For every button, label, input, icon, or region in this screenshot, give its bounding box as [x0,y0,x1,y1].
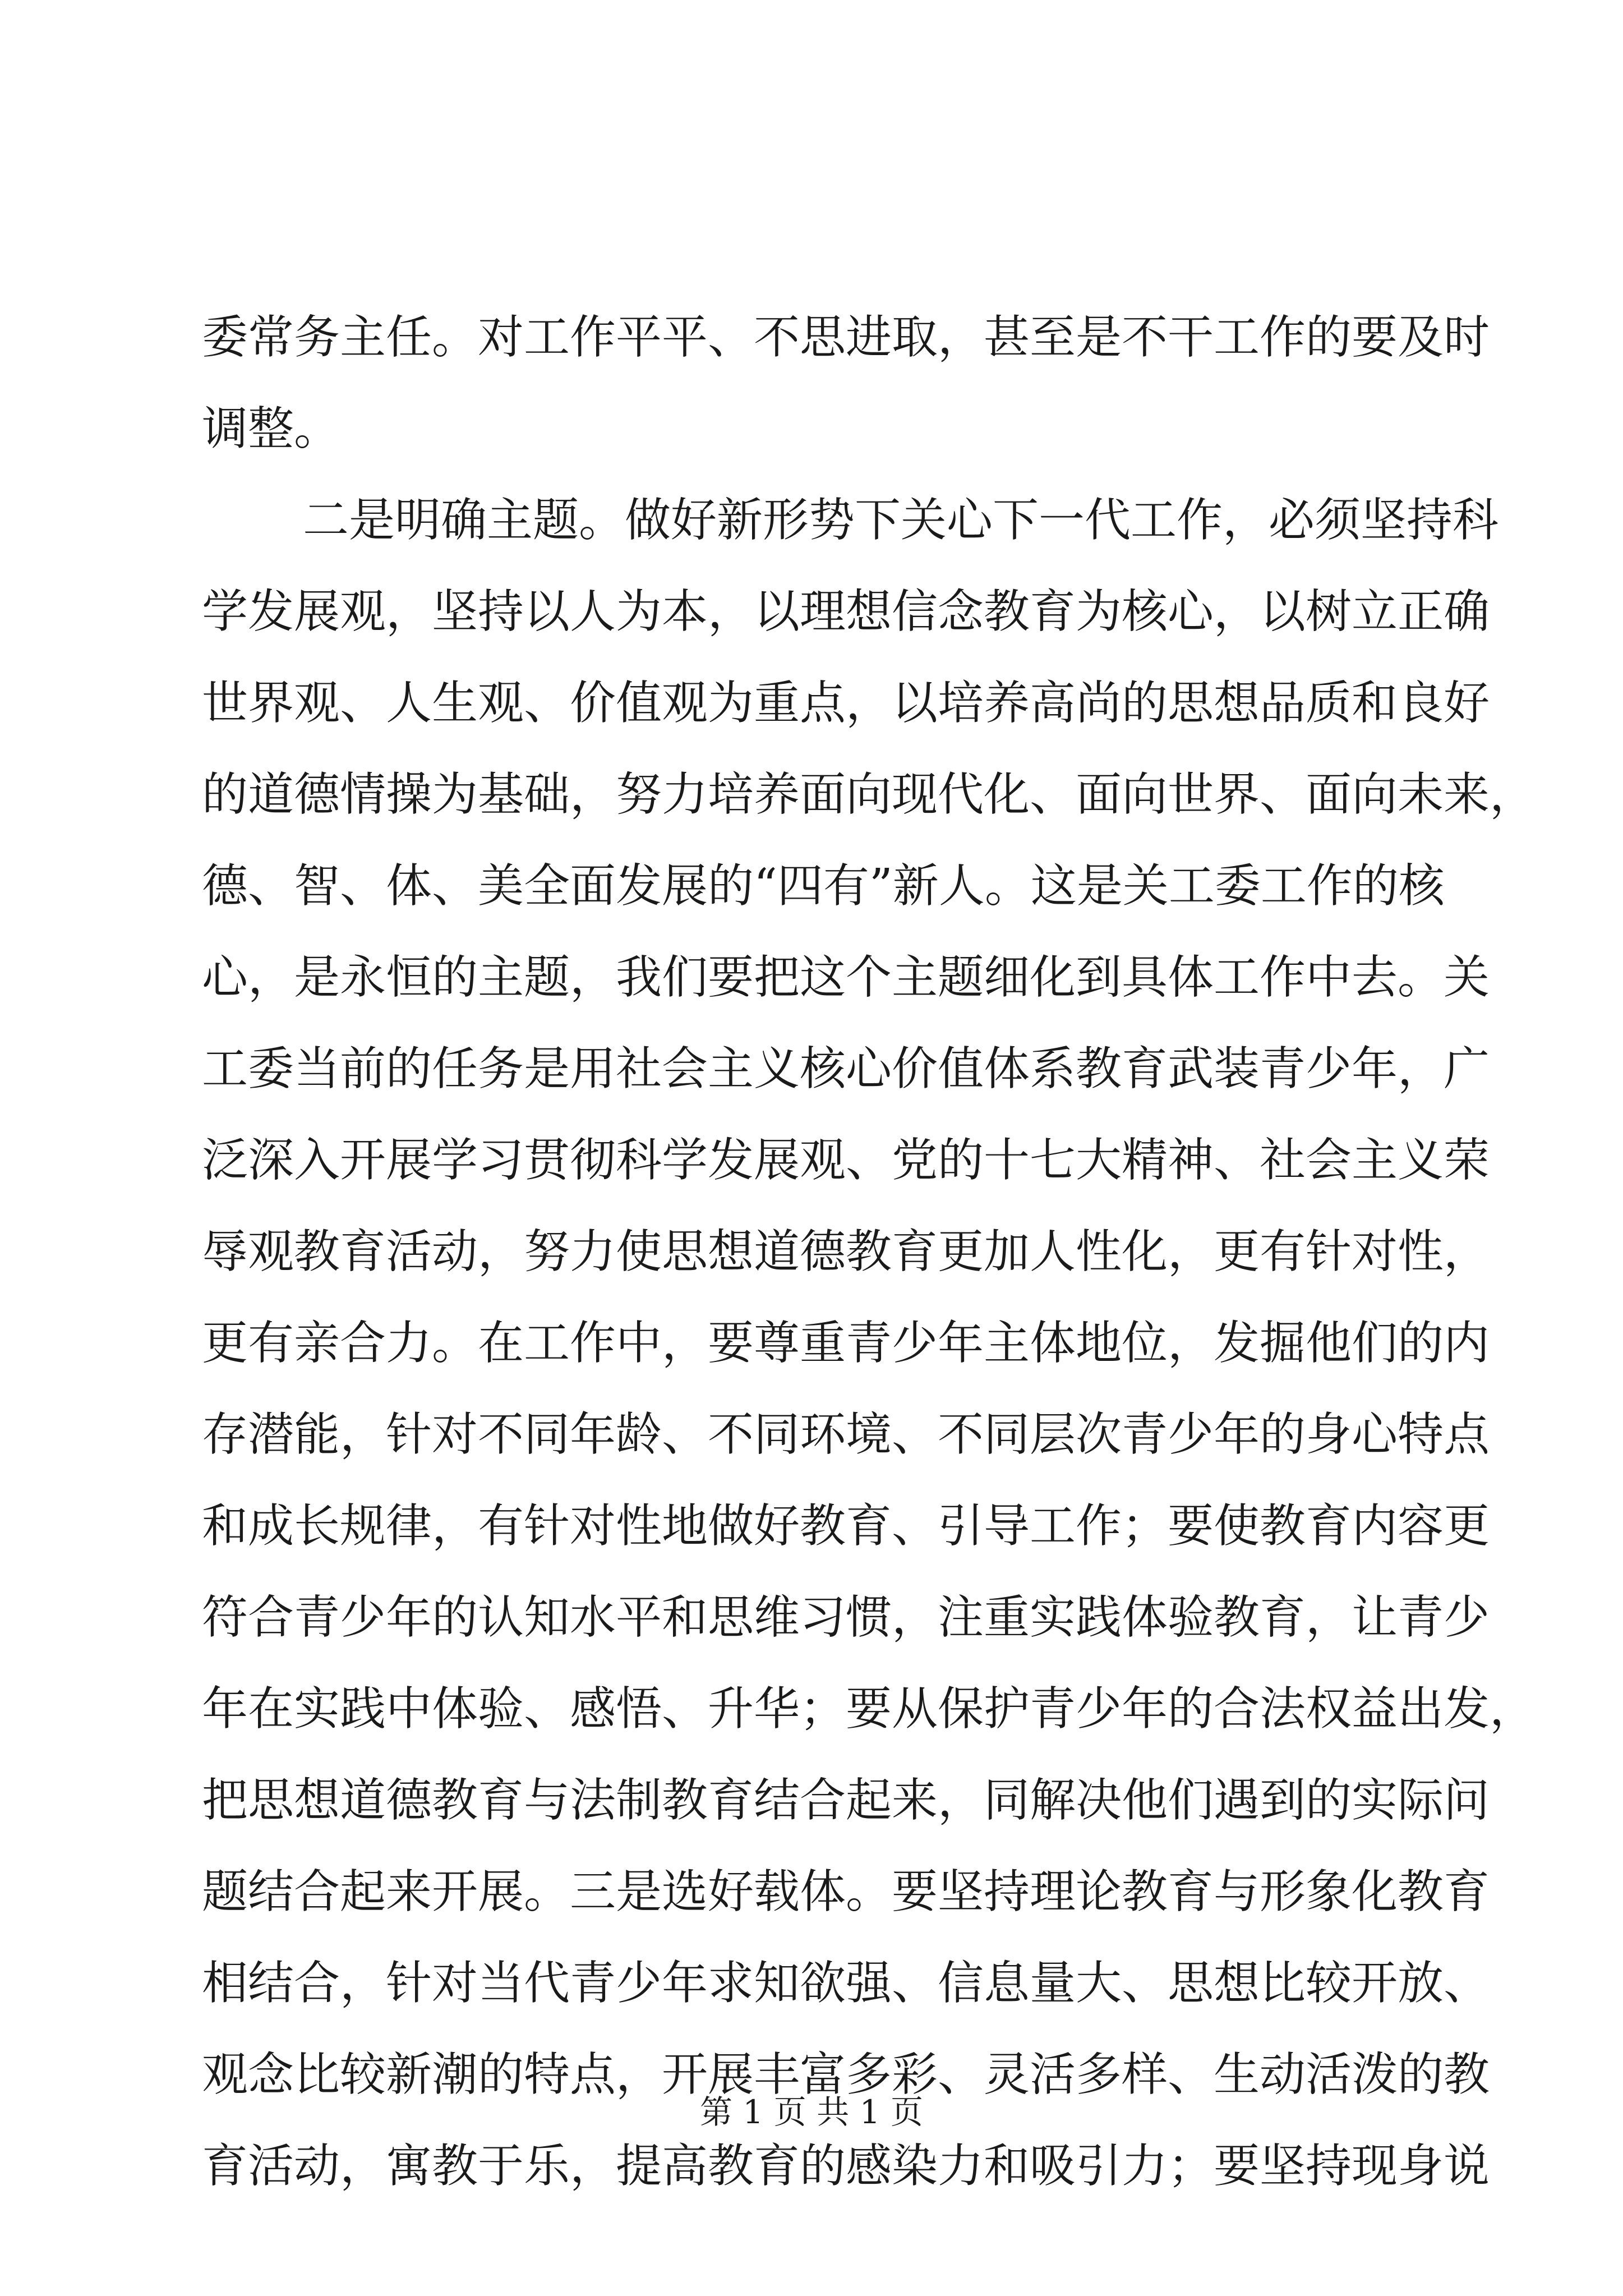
text-line-19: 相结合，针对当代青少年求知欲强、信息量大、思想比较开放、 [202,1957,1490,2010]
text-line-10: 泛深入开展学习贯彻科学发展观、党的十七大精神、社会主义荣 [202,1134,1490,1187]
text-line-5: 世界观、人生观、价值观为重点，以培养高尚的思想品质和良好 [202,677,1490,730]
text-line-15: 符合青少年的认知水平和思维习惯，注重实践体验教育，让青少 [202,1591,1490,1644]
text-line-21: 育活动，寓教于乐，提高教育的感染力和吸引力；要坚持现身说 [202,2139,1490,2193]
page-footer [0,2090,1623,2134]
text-line-3: 二是明确主题。做好新形势下关心下一代工作，必须坚持科 [303,494,1499,547]
text-line-13: 存潜能，针对不同年龄、不同环境、不同层次青少年的身心特点 [202,1408,1490,1461]
text-line-17: 把思想道德教育与法制教育结合起来，同解决他们遇到的实际问 [202,1774,1490,1827]
text-line-11: 辱观教育活动，努力使思想道德教育更加人性化，更有针对性， [202,1225,1490,1278]
text-line-9: 工委当前的任务是用社会主义核心价值体系教育武装青少年，广 [202,1042,1490,1096]
text-line-6: 的道德情操为基础，努力培养面向现代化、面向世界、面向未来， [202,768,1536,821]
text-line-2: 调整。 [202,402,340,455]
page-number-label: 第 1 页 共 1 页 [700,2093,923,2131]
body-text [202,292,1536,2212]
text-line-8: 心，是永恒的主题，我们要把这个主题细化到具体工作中去。关 [202,951,1490,1004]
text-line-1: 委常务主任。对工作平平、不思进取，甚至是不干工作的要及时 [202,311,1490,364]
text-line-7: 德、智、体、美全面发展的“四有”新人。这是关工委工作的核 [202,859,1445,913]
text-line-12: 更有亲合力。在工作中，要尊重青少年主体地位，发掘他们的内 [202,1317,1490,1370]
text-line-16: 年在实践中体验、感悟、升华；要从保护青少年的合法权益出发， [202,1682,1536,1736]
text-line-20: 观念比较新潮的特点，开展丰富多彩、灵活多样、生动活泼的教 [202,2048,1490,2101]
text-line-18: 题结合起来开展。三是选好载体。要坚持理论教育与形象化教育 [202,1865,1490,1918]
text-line-14: 和成长规律，有针对性地做好教育、引导工作；要使教育内容更 [202,1499,1490,1553]
text-line-4: 学发展观，坚持以人为本，以理想信念教育为核心，以树立正确 [202,585,1490,638]
